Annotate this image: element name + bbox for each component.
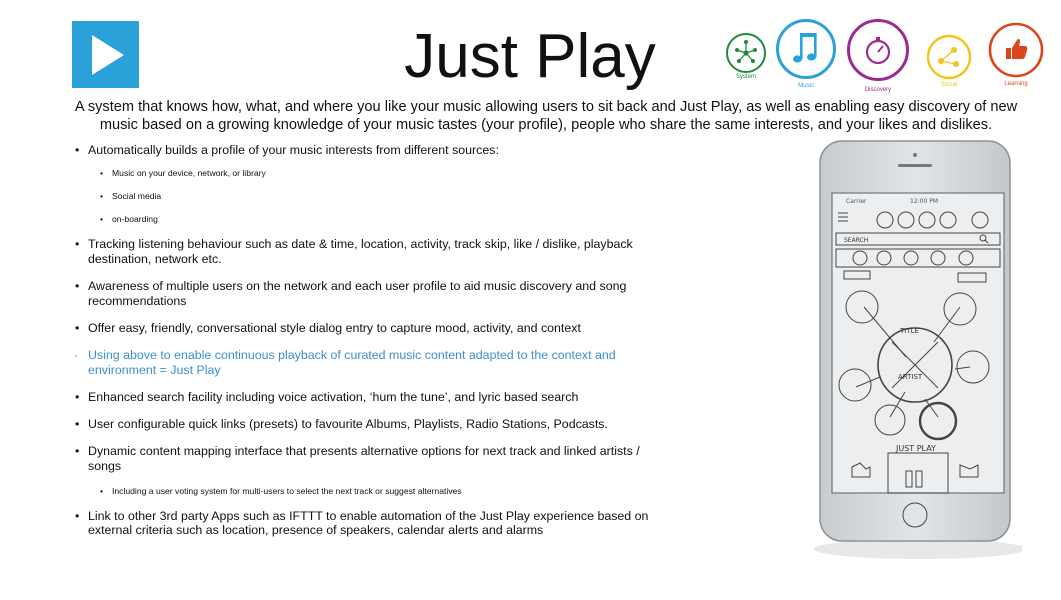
- social-label: Social: [940, 82, 958, 88]
- page-title: Just Play: [404, 22, 656, 91]
- sketch-search: SEARCH: [844, 237, 869, 244]
- play-icon: [86, 33, 126, 77]
- intro-text: A system that knows how, what, and where you like your music allowing users to sit back and Just Play, as well as enabling easy discovery of new music based on a growing knowledge of your music tastes (your profile), people who share the same interests, and your likes and dislikes.: [74, 99, 1018, 133]
- sketch-title: TITLE: [900, 327, 919, 335]
- list-item: • Awareness of multiple users on the network and each user profile to aid music discovery and song recommendations: [72, 279, 672, 308]
- list-item: • User configurable quick links (presets) to favourite Albums, Playlists, Radio Stations, Podcasts.: [72, 417, 672, 432]
- sub-list-item: • Including a user voting system for multi-users to select the next track or suggest alternatives: [72, 486, 672, 497]
- list-item: • Dynamic content mapping interface that presents alternative options for next track and linked artists / songs: [72, 444, 672, 473]
- sketch-time: 12:00 PM: [910, 198, 938, 205]
- phone-wireframe-image: [810, 137, 1022, 562]
- highlighted-list-item: · Using above to enable continuous playback of curated music content adapted to the context and environment = Just Play: [72, 348, 672, 377]
- sketch-carrier: Carrier: [846, 198, 867, 205]
- learning-icon: [988, 22, 1044, 78]
- sub-list-item: • on-boarding: [72, 214, 672, 225]
- just-play-logo: [72, 21, 139, 88]
- feature-list: [72, 143, 672, 551]
- sub-list-item: • Music on your device, network, or library: [72, 168, 672, 179]
- discovery-icon: [846, 18, 910, 82]
- phone-sketch: [810, 137, 1022, 562]
- list-item: • Offer easy, friendly, conversational style dialog entry to capture mood, activity, and context: [72, 321, 672, 336]
- list-item: • Enhanced search facility including voice activation, ‘hum the tune’, and lyric based search: [72, 390, 672, 405]
- music-icon: [775, 18, 837, 80]
- sketch-artist: ARTIST: [898, 373, 923, 381]
- learning-label: Learning: [1004, 81, 1028, 87]
- list-item: • Link to other 3rd party Apps such as IFTTT to enable automation of the Just Play experience based on external criteria such as location, presence of speakers, calendar alerts and alarms: [72, 509, 672, 538]
- discovery-label: Discovery: [864, 87, 892, 93]
- music-label: Music: [798, 83, 814, 89]
- social-icon: [926, 34, 972, 80]
- sub-list-item: • Social media: [72, 191, 672, 202]
- system-icon: [725, 32, 767, 74]
- list-item: • Tracking listening behaviour such as date & time, location, activity, track skip, like / dislike, playback destination, network etc.: [72, 237, 672, 266]
- feature-icons: [720, 16, 1050, 96]
- list-item: • Automatically builds a profile of your music interests from different sources:: [72, 143, 672, 158]
- system-label: System: [735, 74, 756, 80]
- sketch-now-playing: JUST PLAY: [896, 444, 936, 453]
